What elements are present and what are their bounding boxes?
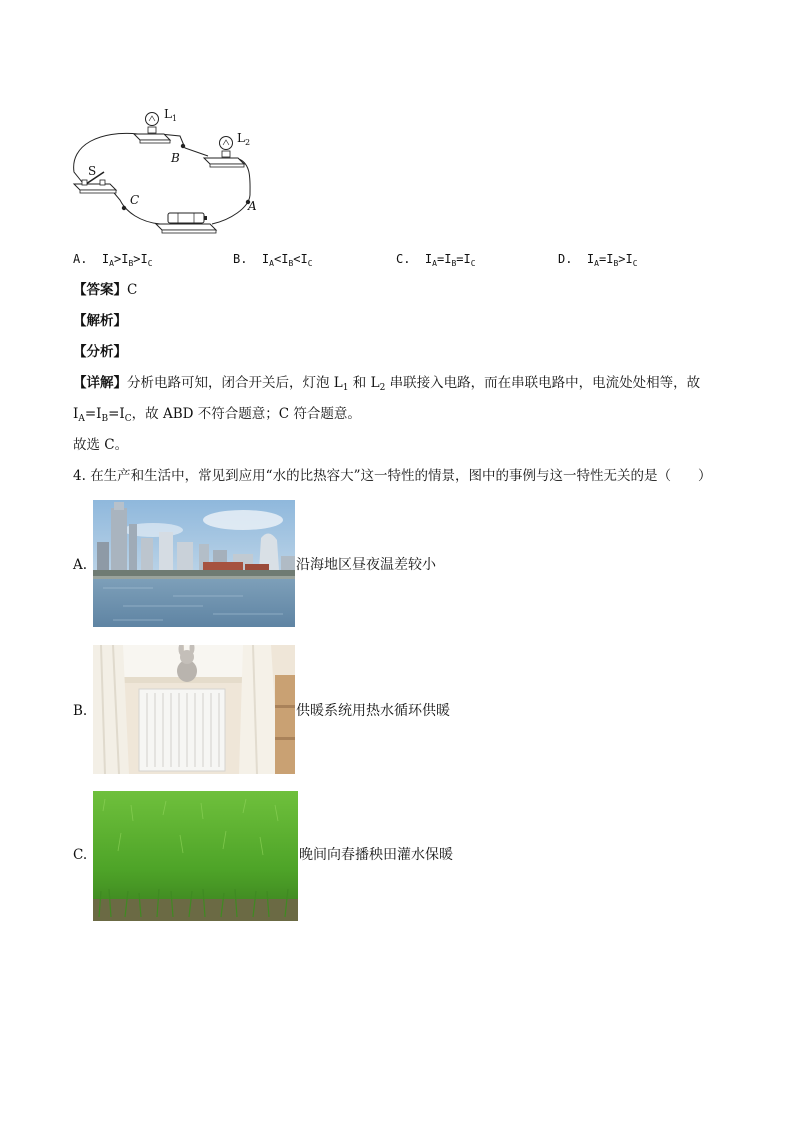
q4-number: 4. bbox=[73, 468, 86, 484]
option-expr-token: I bbox=[463, 252, 471, 266]
q4-option-letter-b: B. bbox=[73, 703, 88, 719]
battery bbox=[156, 213, 216, 233]
answer-value: C bbox=[127, 282, 138, 298]
answer-tag: 【答案】 bbox=[73, 282, 127, 298]
detail-tag: 【详解】 bbox=[73, 375, 127, 391]
q4-stem-text: 在生产和生活中，常见到应用“水的比热容大”这一特性的情景，图中的事例与这一特性无关的是（ ） bbox=[90, 468, 712, 484]
option-expr-token: I bbox=[140, 252, 148, 266]
radiator-photo bbox=[93, 645, 295, 774]
option-expr-token: = bbox=[598, 252, 607, 266]
option-expr-token: I bbox=[606, 252, 614, 266]
option-letter: D. bbox=[558, 252, 573, 266]
fenxi-tag: 【分析】 bbox=[73, 344, 127, 360]
rice-paddy-photo bbox=[93, 791, 298, 921]
option-expr-subscript: A bbox=[432, 259, 437, 268]
label-B: B bbox=[171, 151, 180, 165]
option-expr-token: I bbox=[300, 252, 308, 266]
detail-line-1: 【详解】分析电路可知，闭合开关后，灯泡 $L_1$ 和 $L_2$ 串联接入电路，而在串联电路中，电流处处相等，故 bbox=[73, 375, 701, 393]
option-expr-token: I bbox=[424, 252, 433, 266]
q3-option-a bbox=[73, 250, 153, 273]
option-expr-token: > bbox=[113, 252, 122, 266]
city-waterfront-photo bbox=[93, 500, 295, 627]
label-A: A bbox=[248, 199, 257, 213]
q3-option-c bbox=[396, 250, 476, 273]
label-C: C bbox=[130, 193, 140, 207]
option-expr-subscript: B bbox=[451, 259, 457, 268]
label-L2: $L_2$ bbox=[237, 131, 251, 147]
option-expr-subscript: C bbox=[632, 259, 638, 268]
option-expr-token: I bbox=[444, 252, 452, 266]
option-expr-token: > bbox=[133, 252, 141, 266]
option-letter: B. bbox=[233, 252, 248, 266]
q4-option-caption-c: 晚间向春播秧田灌水保暖 bbox=[299, 847, 453, 863]
q4-stem bbox=[73, 467, 712, 485]
option-expr-token: I bbox=[586, 252, 595, 266]
option-expr-token: I bbox=[121, 252, 129, 266]
q4-option-caption-a: 沿海地区昼夜温差较小 bbox=[296, 557, 436, 573]
option-expr-token: I bbox=[101, 252, 110, 266]
q4-option-caption-b: 供暖系统用热水循环供暖 bbox=[296, 703, 450, 719]
option-expr-subscript: B bbox=[613, 259, 619, 268]
conclusion: 故选 C。 bbox=[73, 437, 129, 453]
option-expr-subscript: B bbox=[288, 259, 294, 268]
q3-option-d bbox=[558, 250, 638, 273]
option-expr-token: I bbox=[625, 252, 633, 266]
analysis-tag: 【解析】 bbox=[73, 313, 127, 329]
q4-option-letter-a: A. bbox=[73, 557, 88, 573]
option-expr-subscript: A bbox=[109, 259, 114, 268]
answer-line bbox=[73, 281, 137, 299]
option-expr-token: < bbox=[293, 252, 301, 266]
option-expr-token: I bbox=[261, 252, 270, 266]
option-expr-subscript: A bbox=[594, 259, 599, 268]
option-expr-token: < bbox=[273, 252, 282, 266]
detail-line-2: $I_A=I_B=I_C$，故 ABD 不符合题意；C 符合题意。 bbox=[73, 406, 361, 424]
q4-option-letter-c: C. bbox=[73, 847, 88, 863]
circuit-diagram bbox=[60, 100, 280, 240]
option-letter: C. bbox=[396, 252, 411, 266]
label-S: S bbox=[88, 164, 97, 178]
option-expr-token: = bbox=[436, 252, 445, 266]
option-expr-token: = bbox=[456, 252, 464, 266]
option-expr-token: I bbox=[281, 252, 289, 266]
q3-option-b bbox=[233, 250, 313, 273]
option-expr-subscript: B bbox=[128, 259, 134, 268]
option-expr-token: > bbox=[618, 252, 626, 266]
option-expr-subscript: C bbox=[307, 259, 313, 268]
option-expr-subscript: C bbox=[147, 259, 153, 268]
option-expr-subscript: C bbox=[470, 259, 476, 268]
option-expr-subscript: A bbox=[269, 259, 274, 268]
label-L1: $L_1$ bbox=[164, 107, 178, 123]
option-letter: A. bbox=[73, 252, 88, 266]
